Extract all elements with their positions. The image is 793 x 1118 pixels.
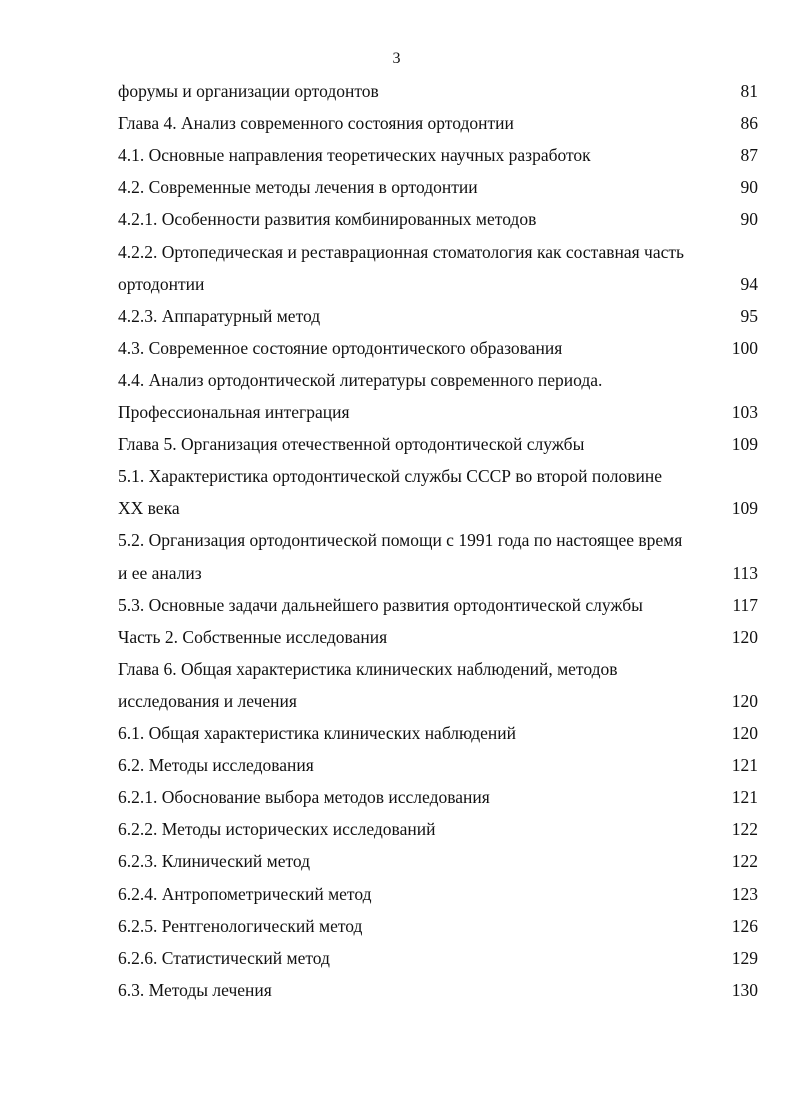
toc-entry-title: XX века bbox=[118, 498, 180, 519]
toc-entry-title: 4.1. Основные направления теоретических научных разработок bbox=[118, 145, 591, 166]
toc-entry-title: Часть 2. Собственные исследования bbox=[118, 626, 388, 647]
toc-entry bbox=[118, 400, 758, 424]
toc-entry-title: 6.2.6. Статистический метод bbox=[118, 947, 330, 968]
toc-entry bbox=[118, 625, 758, 649]
toc-entry-title: 6.2.3. Клинический метод bbox=[118, 851, 311, 872]
toc-entry-page: 90 bbox=[740, 209, 758, 230]
toc-entry-title: 5.2. Организация ортодонтической помощи с 1991 года по настоящее время bbox=[118, 530, 683, 551]
toc-entry bbox=[118, 496, 758, 520]
toc-entry-title: 6.2. Методы исследования bbox=[118, 755, 314, 776]
toc-entry-page: 117 bbox=[732, 594, 758, 615]
toc-entry-page: 122 bbox=[731, 851, 758, 872]
toc-entry bbox=[118, 240, 758, 264]
toc-entry bbox=[118, 946, 758, 970]
toc-entry-page: 121 bbox=[731, 755, 758, 776]
toc-entry-title: исследования и лечения bbox=[118, 690, 297, 711]
toc-entry-page: 122 bbox=[731, 819, 758, 840]
toc-entry-page: 87 bbox=[740, 145, 758, 166]
toc-entry-page: 120 bbox=[731, 626, 758, 647]
toc-entry-page: 121 bbox=[731, 787, 758, 808]
toc-entry bbox=[118, 304, 758, 328]
toc-entry-title: 6.2.1. Обоснование выбора методов исследования bbox=[118, 787, 490, 808]
toc-entry-page: 130 bbox=[731, 979, 758, 1000]
toc-entry-title: 4.2. Современные методы лечения в ортодонтии bbox=[118, 177, 478, 198]
toc-entry-title: 6.2.4. Антропометрический метод bbox=[118, 883, 372, 904]
toc-entry-title: 4.3. Современное состояние ортодонтического образования bbox=[118, 337, 563, 358]
toc-entry-title: 4.2.2. Ортопедическая и реставрационная стоматология как составная часть bbox=[118, 241, 684, 262]
toc-entry-title: 6.2.2. Методы исторических исследований bbox=[118, 819, 436, 840]
toc-entry-page: 94 bbox=[740, 273, 758, 294]
toc-entry bbox=[118, 657, 758, 681]
toc-entry-title: 5.3. Основные задачи дальнейшего развития ортодонтической службы bbox=[118, 594, 643, 615]
toc-entry-page: 113 bbox=[732, 562, 758, 583]
toc-entry-page: 126 bbox=[731, 915, 758, 936]
toc-entry-title: 4.4. Анализ ортодонтической литературы современного периода. bbox=[118, 369, 603, 390]
toc-entry-title: Глава 4. Анализ современного состояния ортодонтии bbox=[118, 113, 514, 134]
toc-entry-page: 109 bbox=[731, 498, 758, 519]
toc-entry-page: 120 bbox=[731, 690, 758, 711]
page-number: 3 bbox=[392, 50, 401, 67]
toc-entry-title: Глава 5. Организация отечественной ортодонтической службы bbox=[118, 434, 585, 455]
toc-entry bbox=[118, 721, 758, 745]
toc-entry bbox=[118, 689, 758, 713]
toc-entry-page: 86 bbox=[740, 113, 758, 134]
toc-entry bbox=[118, 336, 758, 360]
toc-entry-title: 6.2.5. Рентгенологический метод bbox=[118, 915, 363, 936]
toc-entry-title: 4.2.3. Аппаратурный метод bbox=[118, 305, 321, 326]
toc-entry bbox=[118, 368, 758, 392]
toc-entry-page: 109 bbox=[731, 434, 758, 455]
toc-entry-title: Профессиональная интеграция bbox=[118, 402, 350, 422]
toc-entry bbox=[118, 849, 758, 873]
toc-entry bbox=[118, 561, 758, 585]
toc-entry bbox=[118, 111, 758, 135]
toc-entry-page: 95 bbox=[740, 305, 758, 326]
toc-entry-title: 6.3. Методы лечения bbox=[118, 979, 272, 1000]
toc-entry bbox=[118, 593, 758, 617]
toc-entry bbox=[118, 978, 758, 1002]
toc-entry bbox=[118, 143, 758, 167]
toc-entry-title: 4.2.1. Особенности развития комбинированных методов bbox=[118, 209, 537, 230]
toc-entry-page: 129 bbox=[731, 947, 758, 968]
toc-entry-page: 120 bbox=[731, 723, 758, 743]
toc-entry-page: 123 bbox=[731, 883, 758, 904]
toc-entry bbox=[118, 272, 758, 296]
toc-entry-page: 103 bbox=[731, 402, 758, 422]
toc-entry-title: 6.1. Общая характеристика клинических наблюдений bbox=[118, 723, 516, 743]
toc-entry bbox=[118, 785, 758, 809]
toc-entry bbox=[118, 207, 758, 231]
toc-entry bbox=[118, 432, 758, 456]
toc-entry-page: 100 bbox=[731, 337, 758, 358]
toc-entry-page: 81 bbox=[740, 81, 758, 101]
toc-entry-title: и ее анализ bbox=[118, 562, 202, 583]
toc-entry bbox=[118, 79, 758, 103]
toc-entry-page: 90 bbox=[740, 177, 758, 198]
toc-entry-title: ортодонтии bbox=[118, 273, 205, 294]
toc-entry-title: Глава 6. Общая характеристика клинических наблюдений, методов bbox=[118, 658, 618, 679]
toc-entry bbox=[118, 753, 758, 777]
toc-entry bbox=[118, 464, 758, 488]
toc-entry-title: форумы и организации ортодонтов bbox=[118, 81, 379, 101]
toc-entry bbox=[118, 817, 758, 841]
toc-entry-title: 5.1. Характеристика ортодонтической службы СССР во второй половине bbox=[118, 466, 663, 487]
toc-entry bbox=[118, 175, 758, 199]
toc-entry bbox=[118, 914, 758, 938]
toc-entry bbox=[118, 528, 758, 552]
toc-entry bbox=[118, 882, 758, 906]
